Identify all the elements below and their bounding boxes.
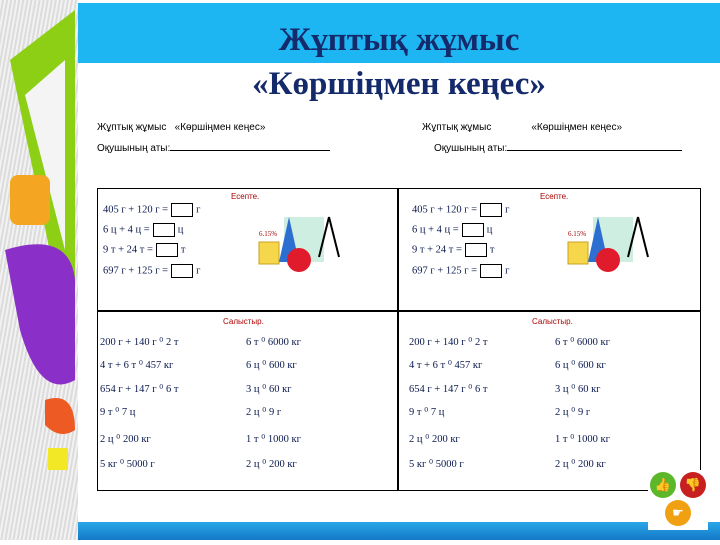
- right-name-field[interactable]: Оқушының аты:: [434, 143, 682, 154]
- compare-left: 4 т + 6 т ⁰ 457 кг: [100, 360, 174, 371]
- compare-right: 6 т ⁰ 6000 кг: [246, 337, 301, 348]
- compare-left: 9 т ⁰ 7 ц: [100, 407, 136, 418]
- left-heading: Жұптық жұмыс «Көршіңмен кеңес»: [97, 122, 266, 133]
- compare-left: 200 г + 140 г ⁰ 2 т: [409, 337, 488, 348]
- compare-label: Салыстыр.: [223, 317, 264, 326]
- calc-row: 405 г + 120 г = г: [412, 204, 510, 216]
- svg-text:6.15%: 6.15%: [568, 230, 587, 238]
- compare-right: 6 ц ⁰ 600 кг: [555, 360, 606, 371]
- compare-left: 2 ц ⁰ 200 кг: [100, 434, 151, 445]
- compare-label: Салыстыр.: [532, 317, 573, 326]
- calc-row: 405 г + 120 г = г: [103, 204, 201, 216]
- left-name-field[interactable]: Оқушының аты:: [97, 143, 330, 154]
- compare-right: 6 т ⁰ 6000 кг: [555, 337, 610, 348]
- answer-box[interactable]: [480, 203, 502, 217]
- calc-row: 6 ц + 4 ц = ц: [103, 224, 184, 236]
- school-supplies-decoration: [0, 0, 78, 540]
- calc-row: 9 т + 24 т = т: [412, 244, 495, 256]
- compare-left: 654 г + 147 г ⁰ 6 т: [409, 384, 488, 395]
- answer-box[interactable]: [462, 223, 484, 237]
- answer-box[interactable]: [171, 264, 193, 278]
- calc-label: Есепте.: [540, 192, 569, 201]
- compare-right: 6 ц ⁰ 600 кг: [246, 360, 297, 371]
- compare-left: 5 кг ⁰ 5000 г: [100, 459, 155, 470]
- thumbs-up-icon[interactable]: 👍: [650, 472, 676, 498]
- footer-band: [0, 522, 720, 540]
- answer-box[interactable]: [156, 243, 178, 257]
- geometry-illustration: [563, 212, 653, 272]
- geometry-illustration: [254, 212, 344, 272]
- calc-row: 697 г + 125 г = г: [412, 265, 510, 277]
- calc-row: 6 ц + 4 ц = ц: [412, 224, 493, 236]
- compare-left: 4 т + 6 т ⁰ 457 кг: [409, 360, 483, 371]
- right-heading: Жұптық жұмыс «Көршіңмен кеңес»: [422, 122, 623, 133]
- compare-right: 3 ц ⁰ 60 кг: [555, 384, 601, 395]
- calc-row: 697 г + 125 г = г: [103, 265, 201, 277]
- compare-right: 2 ц ⁰ 200 кг: [246, 459, 297, 470]
- compare-left: 5 кг ⁰ 5000 г: [409, 459, 464, 470]
- compare-right: 2 ц ⁰ 200 кг: [555, 459, 606, 470]
- answer-box[interactable]: [171, 203, 193, 217]
- calc-row: 9 т + 24 т = т: [103, 244, 186, 256]
- answer-box[interactable]: [465, 243, 487, 257]
- nav-icons: [648, 470, 708, 530]
- compare-right: 2 ц ⁰ 9 г: [246, 407, 282, 418]
- compare-right: 3 ц ⁰ 60 кг: [246, 384, 292, 395]
- compare-right: 2 ц ⁰ 9 г: [555, 407, 591, 418]
- compare-left: 654 г + 147 г ⁰ 6 т: [100, 384, 179, 395]
- compare-right: 1 т ⁰ 1000 кг: [555, 434, 610, 445]
- pointing-hand-icon[interactable]: ☛: [665, 500, 691, 526]
- slide-title-line1: Жұптық жұмыс: [278, 22, 520, 58]
- calc-label: Есепте.: [231, 192, 260, 201]
- slide-title-line2: «Көршіңмен кеңес»: [252, 66, 546, 102]
- thumbs-down-icon[interactable]: 👎: [680, 472, 706, 498]
- compare-left: 9 т ⁰ 7 ц: [409, 407, 445, 418]
- answer-box[interactable]: [153, 223, 175, 237]
- svg-text:6.15%: 6.15%: [259, 230, 278, 238]
- answer-box[interactable]: [480, 264, 502, 278]
- compare-left: 2 ц ⁰ 200 кг: [409, 434, 460, 445]
- compare-left: 200 г + 140 г ⁰ 2 т: [100, 337, 179, 348]
- compare-right: 1 т ⁰ 1000 кг: [246, 434, 301, 445]
